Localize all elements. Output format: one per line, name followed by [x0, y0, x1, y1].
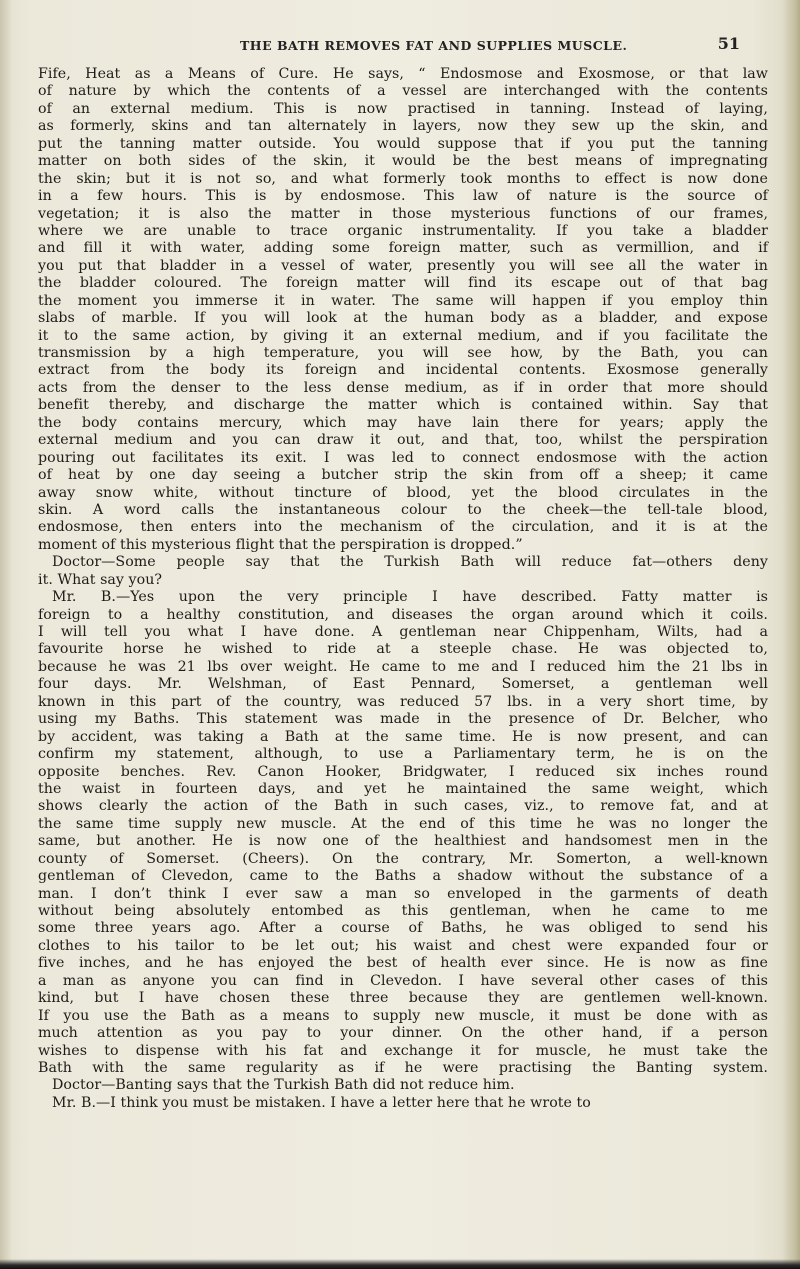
text-line: much attention as you pay to your dinner. On the other hand, if a person	[38, 1025, 768, 1042]
text-line: you put that bladder in a vessel of water, presently you will see all the water in	[38, 257, 768, 274]
text-line: the same time supply new muscle. At the end of this time he was no longer the	[38, 815, 768, 832]
text-line: Doctor—Banting says that the Turkish Bath did not reduce him.	[52, 1077, 515, 1094]
text-line: where we are unable to trace organic instrumentality. If you take a bladder	[38, 222, 768, 239]
text-line: and fill it with water, adding some foreign matter, such as vermillion, and if	[38, 240, 768, 257]
text-line: of an external medium. This is now practised in tanning. Instead of laying,	[38, 100, 768, 117]
text-line: foreign to a healthy constitution, and diseases the organ around which it coils.	[38, 606, 768, 623]
text-line: benefit thereby, and discharge the matter which is contained within. Say that	[38, 397, 768, 414]
text-line: without being absolutely entombed as this gentleman, when he came to me	[38, 903, 768, 919]
text-line: skin. A word calls the instantaneous colour to the cheek—the tell-tale blood,	[38, 501, 768, 518]
text-line: wishes to dispense with his fat and exchange it for muscle, he must take the	[38, 1042, 768, 1059]
text-line: shows clearly the action of the Bath in such cases, viz., to remove fat, and at	[38, 798, 768, 815]
text-line: opposite benches. Rev. Canon Hooker, Bridgwater, I reduced six inches round	[38, 763, 768, 780]
text-line: because he was 21 lbs over weight. He came to me and I reduced him the 21 lbs in	[38, 658, 768, 675]
page-gutter-shadow	[0, 0, 12, 1269]
text-line: put the tanning matter outside. You would suppose that if you put the tanning	[38, 135, 768, 152]
text-line: I will tell you what I have done. A gentleman near Chippenham, Wilts, had a	[38, 624, 768, 640]
text-line: Doctor—Some people say that the Turkish Bath will reduce fat—others deny	[52, 554, 768, 571]
text-line: by accident, was taking a Bath at the same time. He is now present, and can	[38, 728, 768, 745]
text-line: of heat by one day seeing a butcher strip the skin from off a sheep; it came	[38, 467, 768, 484]
text-line: known in this part of the country, was reduced 57 lbs. in a very short time, by	[38, 693, 768, 710]
text-line: the waist in fourteen days, and yet he maintained the same weight, which	[38, 780, 768, 797]
text-line: gentleman of Clevedon, came to the Baths a shadow without the substance of a	[38, 868, 768, 885]
text-line: same, but another. He is now one of the healthiest and handsomest men in the	[38, 833, 768, 850]
text-line: using my Baths. This statement was made in the presence of Dr. Belcher, who	[38, 711, 768, 728]
text-line: moment of this mysterious flight that the perspiration is dropped.”	[38, 536, 523, 553]
text-line: five inches, and he has enjoyed the best of health ever since. He is now as fine	[38, 955, 768, 972]
page-number: 51	[717, 34, 740, 53]
text-line: Bath with the same regularity as if he were practising the Banting system.	[38, 1059, 768, 1076]
text-line: slabs of marble. If you will look at the human body as a bladder, and expose	[38, 310, 768, 327]
body-text	[38, 66, 768, 1112]
text-line: Fife, Heat as a Means of Cure. He says, “ Endosmose and Exosmose, or that law	[38, 66, 768, 82]
text-line: Mr. B.—I think you must be mistaken. I have a letter here that he wrote to	[52, 1094, 591, 1111]
text-line: it to the same action, by giving it an external medium, and if you facilitate the	[38, 327, 768, 344]
text-line: Mr. B.—Yes upon the very principle I have described. Fatty matter is	[52, 589, 768, 606]
running-head	[60, 32, 740, 56]
text-line: away snow white, without tincture of blood, yet the blood circulates in the	[38, 484, 768, 501]
scan-bottom-edge	[0, 1259, 800, 1269]
text-line: as formerly, skins and tan alternately in layers, now they sew up the skin, and	[38, 118, 768, 135]
text-line: of nature by which the contents of a vessel are interchanged with the contents	[38, 83, 768, 100]
running-title: THE BATH REMOVES FAT AND SUPPLIES MUSCLE.	[240, 38, 628, 53]
text-line: extract from the body its foreign and incidental contents. Exosmose generally	[38, 362, 768, 379]
text-line: kind, but I have chosen these three because they are gentlemen well-known.	[38, 990, 768, 1007]
text-line: vegetation; it is also the matter in those mysterious functions of our frames,	[38, 205, 768, 222]
text-line: matter on both sides of the skin, it would be the best means of impregnating	[38, 153, 768, 170]
text-line: a man as anyone you can find in Clevedon. I have several other cases of this	[38, 972, 768, 989]
text-line: some three years ago. After a course of Baths, he was obliged to send his	[38, 920, 768, 937]
text-line: If you use the Bath as a means to supply new muscle, it must be done with as	[38, 1007, 768, 1024]
text-line: the moment you immerse it in water. The same will happen if you employ thin	[38, 292, 768, 309]
text-line: the skin; but it is not so, and what formerly took months to effect is now done	[38, 170, 768, 187]
text-line: endosmose, then enters into the mechanism of the circulation, and it is at the	[38, 519, 768, 536]
text-line: the body contains mercury, which may have lain there for years; apply the	[38, 414, 768, 431]
text-line: external medium and you can draw it out, and that, too, whilst the perspiration	[38, 432, 768, 449]
text-line: pouring out facilitates its exit. I was led to connect endosmose with the action	[38, 449, 768, 466]
page-edge-shadow	[782, 0, 800, 1269]
text-line: in a few hours. This is by endosmose. This law of nature is the source of	[38, 188, 768, 205]
text-line: man. I don’t think I ever saw a man so enveloped in the garments of death	[38, 885, 768, 902]
text-line: clothes to his tailor to be let out; his waist and chest were expanded four or	[38, 937, 768, 954]
text-line: county of Somerset. (Cheers). On the contrary, Mr. Somerton, a well-known	[38, 850, 768, 867]
text-line: favourite horse he wished to ride at a steeple chase. He was objected to,	[38, 641, 768, 658]
text-line: transmission by a high temperature, you will see how, by the Bath, you can	[38, 345, 768, 361]
text-line: confirm my statement, although, to use a Parliamentary term, he is on the	[38, 746, 768, 763]
text-line: it. What say you?	[38, 571, 163, 588]
text-line: the bladder coloured. The foreign matter will find its escape out of that bag	[38, 275, 768, 292]
text-line: four days. Mr. Welshman, of East Pennard, Somerset, a gentleman well	[38, 676, 768, 693]
text-line: acts from the denser to the less dense medium, as if in order that more should	[38, 379, 768, 396]
